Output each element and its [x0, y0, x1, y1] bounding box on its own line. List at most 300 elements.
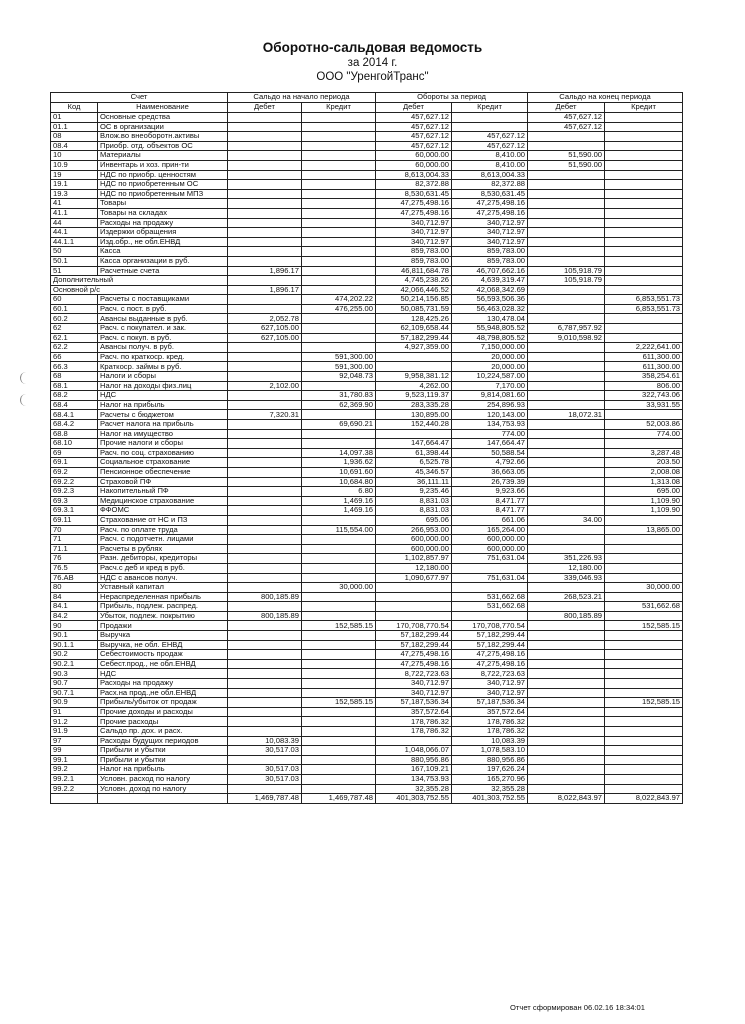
turnover-credit: 457,627.12 [452, 141, 528, 151]
turnover-debit: 47,275,498.16 [376, 199, 452, 209]
turnover-debit: 36,111.11 [376, 477, 452, 487]
opening-credit [302, 784, 376, 794]
closing-debit [528, 602, 605, 612]
table-row [51, 659, 683, 669]
opening-debit [228, 563, 302, 573]
closing-debit: 6,787,957.92 [528, 324, 605, 334]
opening-credit [302, 544, 376, 554]
account-code: 69.3 [51, 496, 98, 506]
account-code: 99.2.1 [51, 774, 98, 784]
turnover-debit: 340,712.97 [376, 679, 452, 689]
account-code: 76 [51, 554, 98, 564]
opening-credit [302, 208, 376, 218]
account-name: Выручка, не обл. ЕНВД [98, 640, 228, 650]
opening-debit [228, 679, 302, 689]
turnover-credit: 47,275,498.16 [452, 199, 528, 209]
closing-debit [528, 727, 605, 737]
turnover-debit: 340,712.97 [376, 688, 452, 698]
table-row [51, 208, 683, 218]
account-code: 51 [51, 266, 98, 276]
opening-debit [228, 487, 302, 497]
closing-debit [528, 420, 605, 430]
account-name: Изд.обр., не обл.ЕНВД [98, 237, 228, 247]
turnover-debit [376, 362, 452, 372]
opening-credit: 69,690.21 [302, 420, 376, 430]
opening-credit [302, 707, 376, 717]
opening-debit: 627,105.00 [228, 324, 302, 334]
closing-debit [528, 458, 605, 468]
opening-debit [228, 352, 302, 362]
closing-debit [528, 621, 605, 631]
turnover-credit: 170,708,770.54 [452, 621, 528, 631]
closing-credit [605, 285, 683, 295]
closing-credit [605, 160, 683, 170]
opening-debit [228, 256, 302, 266]
closing-debit [528, 256, 605, 266]
account-code: 62.1 [51, 333, 98, 343]
account-name: Расч. по оплате труда [98, 525, 228, 535]
opening-credit: 152,585.15 [302, 698, 376, 708]
table-row [51, 784, 683, 794]
closing-debit [528, 717, 605, 727]
turnover-credit: 47,275,498.16 [452, 650, 528, 660]
account-code: 97 [51, 736, 98, 746]
turnover-credit: 340,712.97 [452, 228, 528, 238]
opening-debit [228, 218, 302, 228]
opening-credit [302, 324, 376, 334]
table-row [51, 199, 683, 209]
turnover-debit: 47,275,498.16 [376, 650, 452, 660]
totals-code-cell [51, 794, 98, 804]
account-code: 19.1 [51, 180, 98, 190]
opening-debit [228, 727, 302, 737]
account-name: Себест.прод., не обл.ЕНВД [98, 659, 228, 669]
table-row [51, 362, 683, 372]
turnover-credit: 36,663.05 [452, 467, 528, 477]
opening-credit [302, 640, 376, 650]
closing-credit: 358,254.61 [605, 372, 683, 382]
table-row [51, 439, 683, 449]
header-name: Наименование [98, 103, 228, 113]
table-row [51, 544, 683, 554]
closing-debit [528, 525, 605, 535]
account-code: 62.2 [51, 343, 98, 353]
total-closing-debit: 8,022,843.97 [528, 794, 605, 804]
turnover-debit: 47,275,498.16 [376, 659, 452, 669]
account-code: 76.АВ [51, 573, 98, 583]
closing-debit [528, 746, 605, 756]
turnover-credit: 57,182,299.44 [452, 640, 528, 650]
account-code: Основной р/с [51, 285, 228, 295]
turnover-debit: 340,712.97 [376, 218, 452, 228]
opening-debit [228, 573, 302, 583]
closing-debit [528, 285, 605, 295]
turnover-debit [376, 736, 452, 746]
account-name: Товары на складах [98, 208, 228, 218]
closing-debit [528, 487, 605, 497]
table-row [51, 410, 683, 420]
closing-credit: 3,287.48 [605, 448, 683, 458]
opening-debit [228, 515, 302, 525]
table-row [51, 285, 683, 295]
closing-credit [605, 151, 683, 161]
opening-debit [228, 180, 302, 190]
closing-credit [605, 659, 683, 669]
opening-credit [302, 285, 376, 295]
table-row [51, 160, 683, 170]
account-name: Налог на прибыль [98, 400, 228, 410]
account-code: 60.1 [51, 304, 98, 314]
opening-debit [228, 631, 302, 641]
account-code: 19 [51, 170, 98, 180]
closing-debit [528, 132, 605, 142]
account-name: ОС в организации [98, 122, 228, 132]
turnover-credit: 20,000.00 [452, 352, 528, 362]
account-name: НДС с авансов получ. [98, 573, 228, 583]
account-code: 90 [51, 621, 98, 631]
turnover-credit: 340,712.97 [452, 688, 528, 698]
opening-debit [228, 659, 302, 669]
table-body [51, 113, 683, 794]
turnover-credit: 7,170.00 [452, 381, 528, 391]
opening-credit [302, 765, 376, 775]
turnover-debit: 57,182,299.44 [376, 631, 452, 641]
turnover-debit: 152,440.28 [376, 420, 452, 430]
table-row [51, 420, 683, 430]
closing-credit: 322,743.06 [605, 391, 683, 401]
account-code: 41.1 [51, 208, 98, 218]
opening-credit: 152,585.15 [302, 621, 376, 631]
account-name: Продажи [98, 621, 228, 631]
closing-credit [605, 765, 683, 775]
turnover-credit: 48,798,805.52 [452, 333, 528, 343]
turnover-debit: 4,745,238.26 [376, 276, 452, 286]
turnover-debit: 340,712.97 [376, 237, 452, 247]
turnover-credit: 8,613,004.33 [452, 170, 528, 180]
turnover-debit: 170,708,770.54 [376, 621, 452, 631]
opening-debit: 30,517.03 [228, 765, 302, 775]
turnover-debit: 57,187,536.34 [376, 698, 452, 708]
closing-credit [605, 544, 683, 554]
turnover-debit: 1,048,066.07 [376, 746, 452, 756]
turnover-credit: 531,662.68 [452, 592, 528, 602]
closing-credit [605, 266, 683, 276]
account-code: 01.1 [51, 122, 98, 132]
closing-debit [528, 343, 605, 353]
account-name: Расч. по краткоср. кред. [98, 352, 228, 362]
table-row [51, 554, 683, 564]
totals-name-cell [98, 794, 228, 804]
closing-debit [528, 199, 605, 209]
turnover-debit: 1,102,857.97 [376, 554, 452, 564]
account-code: 90.1 [51, 631, 98, 641]
closing-debit: 800,185.89 [528, 611, 605, 621]
turnover-debit: 9,523,119.37 [376, 391, 452, 401]
opening-debit [228, 132, 302, 142]
account-code: 91.9 [51, 727, 98, 737]
turnover-debit: 9,235.46 [376, 487, 452, 497]
opening-debit [228, 343, 302, 353]
account-code: 62 [51, 324, 98, 334]
total-turnover-credit: 401,303,752.55 [452, 794, 528, 804]
table-row [51, 765, 683, 775]
opening-credit [302, 727, 376, 737]
turnover-credit: 56,463,028.32 [452, 304, 528, 314]
table-row [51, 314, 683, 324]
table-row [51, 189, 683, 199]
table-row [51, 602, 683, 612]
account-name: Медицинское страхование [98, 496, 228, 506]
account-code: 50 [51, 247, 98, 257]
opening-debit [228, 458, 302, 468]
closing-credit [605, 707, 683, 717]
account-code: 90.2 [51, 650, 98, 660]
opening-debit [228, 391, 302, 401]
opening-debit [228, 755, 302, 765]
turnover-debit: 32,355.28 [376, 784, 452, 794]
company-name: ООО "УренгойТранс" [316, 71, 429, 83]
turnover-credit: 8,471.77 [452, 496, 528, 506]
opening-debit: 1,896.17 [228, 266, 302, 276]
turnover-debit: 57,182,299.44 [376, 640, 452, 650]
account-code: 68.1 [51, 381, 98, 391]
account-name: Налог на прибыль [98, 765, 228, 775]
turnover-debit: 859,783.00 [376, 247, 452, 257]
opening-debit: 800,185.89 [228, 592, 302, 602]
opening-credit: 10,691.60 [302, 467, 376, 477]
table-row [51, 679, 683, 689]
opening-credit: 10,684.80 [302, 477, 376, 487]
turnover-credit: 26,739.39 [452, 477, 528, 487]
closing-debit [528, 448, 605, 458]
closing-debit [528, 774, 605, 784]
turnover-credit: 531,662.68 [452, 602, 528, 612]
opening-debit [228, 420, 302, 430]
closing-credit: 6,853,551.73 [605, 295, 683, 305]
account-code: 68 [51, 372, 98, 382]
opening-debit [228, 707, 302, 717]
turnover-credit: 4,639,319.47 [452, 276, 528, 286]
opening-credit [302, 602, 376, 612]
account-code: 90.7 [51, 679, 98, 689]
opening-debit [228, 448, 302, 458]
turnover-credit: 134,753.93 [452, 420, 528, 430]
account-name: Прибыли и убытки [98, 755, 228, 765]
account-code: 01 [51, 113, 98, 123]
account-code: 80 [51, 583, 98, 593]
opening-credit [302, 113, 376, 123]
account-code: 69.2.3 [51, 487, 98, 497]
account-name: Расх.на прод.,не обл.ЕНВД [98, 688, 228, 698]
account-code: 84.2 [51, 611, 98, 621]
account-name: НДС по приобретенным ОС [98, 180, 228, 190]
table-row [51, 237, 683, 247]
account-name: ФФОМС [98, 506, 228, 516]
turnover-credit: 340,712.97 [452, 237, 528, 247]
opening-debit [228, 477, 302, 487]
closing-debit [528, 679, 605, 689]
account-code: 69.2 [51, 467, 98, 477]
opening-credit [302, 515, 376, 525]
closing-credit [605, 774, 683, 784]
closing-credit [605, 515, 683, 525]
closing-credit [605, 324, 683, 334]
table-row [51, 487, 683, 497]
opening-debit [228, 372, 302, 382]
account-code: 90.9 [51, 698, 98, 708]
turnover-credit: 55,948,805.52 [452, 324, 528, 334]
opening-debit [228, 583, 302, 593]
account-code: 68.10 [51, 439, 98, 449]
closing-debit [528, 362, 605, 372]
account-name: Расчеты с бюджетом [98, 410, 228, 420]
opening-debit [228, 496, 302, 506]
opening-credit [302, 755, 376, 765]
opening-credit [302, 410, 376, 420]
account-code: 68.4 [51, 400, 98, 410]
opening-debit [228, 669, 302, 679]
table-row [51, 304, 683, 314]
closing-credit [605, 554, 683, 564]
closing-credit: 13,865.00 [605, 525, 683, 535]
opening-credit [302, 343, 376, 353]
closing-debit [528, 477, 605, 487]
turnover-debit: 8,722,723.63 [376, 669, 452, 679]
account-name: Материалы [98, 151, 228, 161]
closing-credit [605, 333, 683, 343]
opening-debit: 30,517.03 [228, 774, 302, 784]
closing-credit [605, 755, 683, 765]
turnover-debit: 178,786.32 [376, 727, 452, 737]
turnover-debit: 859,783.00 [376, 256, 452, 266]
account-name: Налоги и сборы [98, 372, 228, 382]
turnover-credit: 10,083.39 [452, 736, 528, 746]
opening-credit: 1,469.16 [302, 506, 376, 516]
opening-debit: 2,052.78 [228, 314, 302, 324]
table-row [51, 391, 683, 401]
closing-debit [528, 372, 605, 382]
closing-debit: 51,590.00 [528, 151, 605, 161]
opening-credit [302, 535, 376, 545]
turnover-credit: 178,786.32 [452, 727, 528, 737]
closing-debit [528, 228, 605, 238]
turnover-credit [452, 583, 528, 593]
account-name: Условн. расход по налогу [98, 774, 228, 784]
closing-debit [528, 295, 605, 305]
opening-credit [302, 189, 376, 199]
account-code: 84 [51, 592, 98, 602]
total-turnover-debit: 401,303,752.55 [376, 794, 452, 804]
opening-credit [302, 218, 376, 228]
account-name: Издержки обращения [98, 228, 228, 238]
closing-debit [528, 391, 605, 401]
closing-debit: 105,918.79 [528, 276, 605, 286]
closing-credit [605, 727, 683, 737]
account-name: Уставный капитал [98, 583, 228, 593]
account-name: Расчет налога на прибыль [98, 420, 228, 430]
account-name: Расч.с деб и кред в руб. [98, 563, 228, 573]
turnover-credit: 661.06 [452, 515, 528, 525]
turnover-credit: 82,372.88 [452, 180, 528, 190]
account-code: 68.4.1 [51, 410, 98, 420]
account-name: Нераспределенная прибыль [98, 592, 228, 602]
opening-credit [302, 256, 376, 266]
turnover-credit: 774.00 [452, 429, 528, 439]
opening-debit [228, 650, 302, 660]
closing-credit [605, 717, 683, 727]
opening-credit: 1,469.16 [302, 496, 376, 506]
opening-credit [302, 774, 376, 784]
account-code: 44.1 [51, 228, 98, 238]
account-code: Дополнительный [51, 276, 228, 286]
opening-credit [302, 266, 376, 276]
table-row [51, 631, 683, 641]
opening-debit [228, 640, 302, 650]
closing-credit: 152,585.15 [605, 698, 683, 708]
turnover-debit: 600,000.00 [376, 535, 452, 545]
table-row [51, 266, 683, 276]
opening-debit [228, 237, 302, 247]
opening-debit: 800,185.89 [228, 611, 302, 621]
closing-credit [605, 228, 683, 238]
opening-credit: 115,554.00 [302, 525, 376, 535]
account-name: Прочие налоги и сборы [98, 439, 228, 449]
account-code: 68.4.2 [51, 420, 98, 430]
table-row [51, 400, 683, 410]
turnover-debit: 1,090,677.97 [376, 573, 452, 583]
opening-debit [228, 141, 302, 151]
opening-debit [228, 784, 302, 794]
account-name: Прибыли и убытки [98, 746, 228, 756]
account-name: Инвентарь и хоз. прин-ти [98, 160, 228, 170]
closing-credit [605, 573, 683, 583]
opening-debit [228, 621, 302, 631]
closing-credit [605, 746, 683, 756]
opening-debit [228, 439, 302, 449]
turnover-debit: 880,956.86 [376, 755, 452, 765]
table-row [51, 352, 683, 362]
opening-credit [302, 717, 376, 727]
turnover-credit: 9,923.66 [452, 487, 528, 497]
closing-credit [605, 535, 683, 545]
account-name: НДС по приобретенным МПЗ [98, 189, 228, 199]
account-name: Влож.во внеоборотн.активы [98, 132, 228, 142]
turnover-debit: 147,664.47 [376, 439, 452, 449]
turnover-credit: 859,783.00 [452, 256, 528, 266]
account-code: 99 [51, 746, 98, 756]
closing-credit [605, 679, 683, 689]
turnover-debit: 4,927,359.00 [376, 343, 452, 353]
account-code: 41 [51, 199, 98, 209]
closing-debit [528, 698, 605, 708]
table-row [51, 621, 683, 631]
table-row [51, 180, 683, 190]
opening-debit: 10,083.39 [228, 736, 302, 746]
turnover-credit: 340,712.97 [452, 218, 528, 228]
table-row [51, 343, 683, 353]
opening-credit [302, 554, 376, 564]
closing-debit [528, 218, 605, 228]
account-code: 71 [51, 535, 98, 545]
opening-credit [302, 276, 376, 286]
account-name: Расходы будущих периодов [98, 736, 228, 746]
closing-debit [528, 381, 605, 391]
account-name: Касса [98, 247, 228, 257]
turnover-credit: 130,478.04 [452, 314, 528, 324]
account-code: 44.1.1 [51, 237, 98, 247]
opening-credit [302, 170, 376, 180]
account-code: 69 [51, 448, 98, 458]
